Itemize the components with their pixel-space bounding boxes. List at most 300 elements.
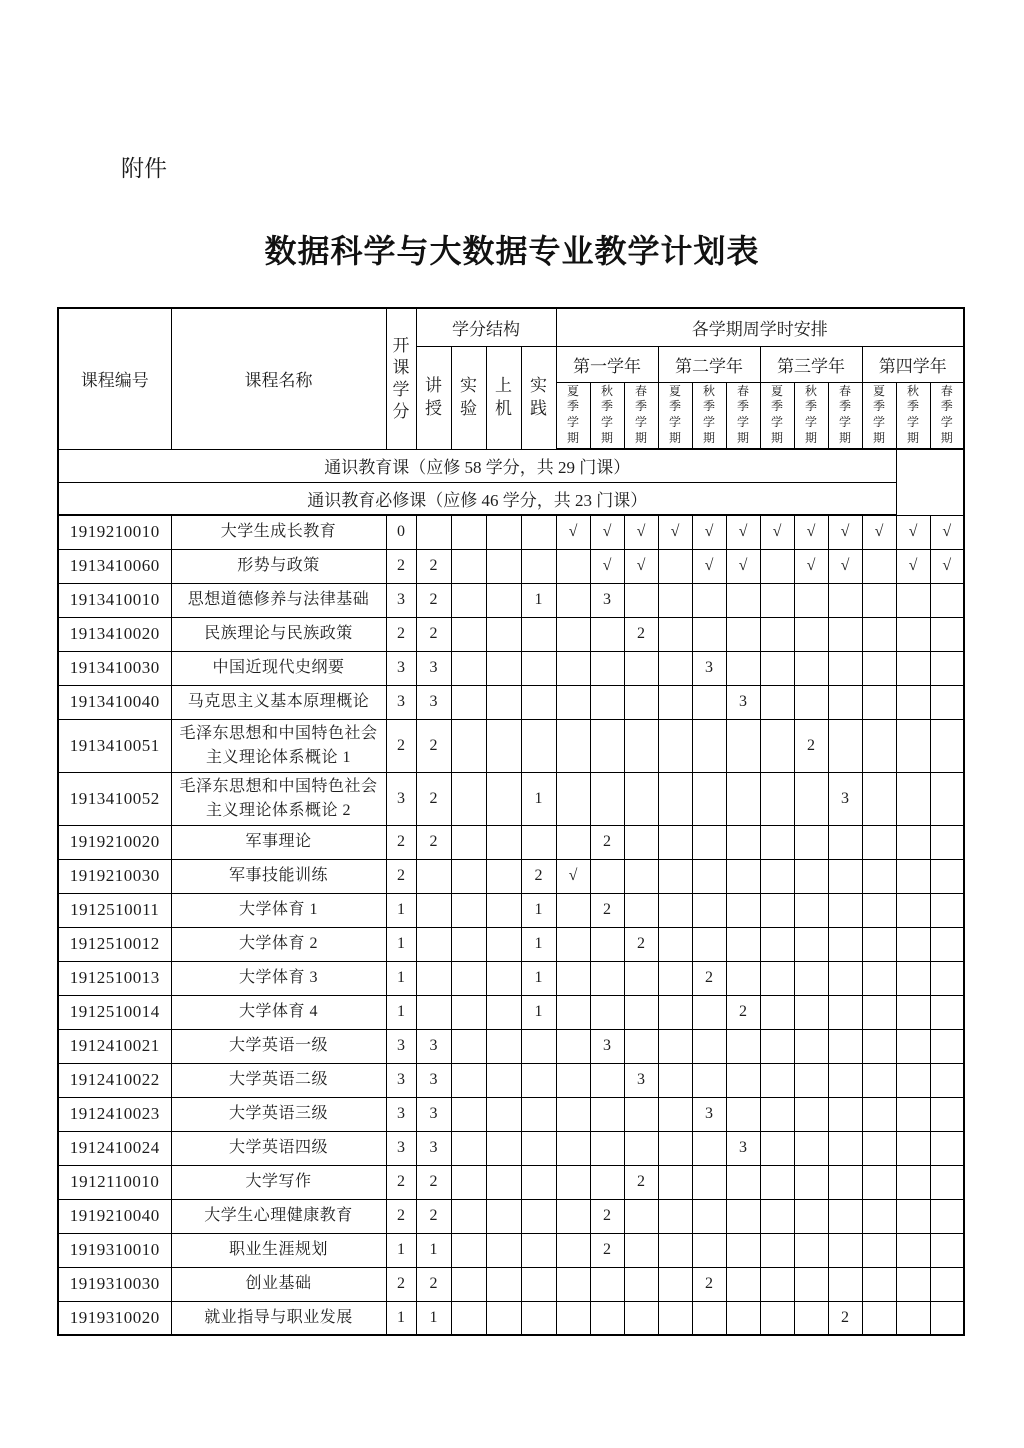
cell-semester-1 — [556, 719, 590, 772]
cell-course-name: 大学英语一级 — [171, 1029, 386, 1063]
cell-semester-2 — [590, 1063, 624, 1097]
cell-semester-9 — [828, 1267, 862, 1301]
cell-semester-10 — [862, 651, 896, 685]
cell-semester-5 — [692, 927, 726, 961]
cell-semester-10 — [862, 1165, 896, 1199]
cell-semester-3 — [624, 772, 658, 825]
cell-semester-3 — [624, 1029, 658, 1063]
header-y3-autumn: 秋季学期 — [794, 382, 828, 449]
cell-semester-6 — [726, 1063, 760, 1097]
cell-semester-11 — [896, 1029, 930, 1063]
course-row — [58, 961, 964, 995]
cell-semester-3: √ — [624, 515, 658, 549]
cell-semester-11 — [896, 772, 930, 825]
section-row — [58, 449, 964, 482]
course-row — [58, 583, 964, 617]
cell-semester-1 — [556, 1233, 590, 1267]
cell-lecture: 2 — [416, 772, 451, 825]
course-row — [58, 617, 964, 651]
cell-semester-2 — [590, 1301, 624, 1335]
cell-practice — [521, 1267, 556, 1301]
section-label: 通识教育必修课（应修 46 学分，共 23 门课） — [58, 482, 896, 515]
course-row — [58, 772, 964, 825]
cell-semester-8 — [794, 617, 828, 651]
cell-semester-5 — [692, 617, 726, 651]
cell-semester-11 — [896, 995, 930, 1029]
course-row — [58, 1233, 964, 1267]
cell-semester-5 — [692, 772, 726, 825]
cell-semester-6 — [726, 1267, 760, 1301]
cell-course-name: 中国近现代史纲要 — [171, 651, 386, 685]
cell-semester-3: 2 — [624, 927, 658, 961]
cell-semester-3 — [624, 1199, 658, 1233]
cell-semester-11 — [896, 927, 930, 961]
cell-semester-5 — [692, 859, 726, 893]
cell-semester-7 — [760, 1233, 794, 1267]
cell-experiment — [451, 1165, 486, 1199]
cell-lecture: 3 — [416, 1097, 451, 1131]
cell-computer — [486, 549, 521, 583]
cell-semester-10 — [862, 1063, 896, 1097]
cell-semester-10 — [862, 1301, 896, 1335]
cell-credits: 2 — [386, 719, 416, 772]
cell-semester-6 — [726, 961, 760, 995]
cell-lecture: 2 — [416, 825, 451, 859]
cell-semester-12: √ — [930, 515, 964, 549]
cell-semester-1 — [556, 825, 590, 859]
course-row — [58, 1165, 964, 1199]
cell-semester-6 — [726, 772, 760, 825]
cell-semester-12 — [930, 893, 964, 927]
cell-semester-5 — [692, 685, 726, 719]
header-course-name: 课程名称 — [171, 308, 386, 449]
cell-semester-8 — [794, 1199, 828, 1233]
teaching-plan-table — [57, 307, 965, 1336]
cell-semester-9 — [828, 893, 862, 927]
cell-semester-6: √ — [726, 515, 760, 549]
cell-semester-6 — [726, 1165, 760, 1199]
cell-semester-1 — [556, 1131, 590, 1165]
cell-semester-1 — [556, 651, 590, 685]
cell-semester-3 — [624, 859, 658, 893]
cell-semester-7 — [760, 617, 794, 651]
cell-semester-9 — [828, 1199, 862, 1233]
cell-semester-11 — [896, 859, 930, 893]
course-row — [58, 825, 964, 859]
cell-semester-7 — [760, 1199, 794, 1233]
header-computer: 上机 — [486, 346, 521, 449]
cell-semester-9 — [828, 685, 862, 719]
cell-semester-7 — [760, 1063, 794, 1097]
cell-lecture: 2 — [416, 1165, 451, 1199]
cell-semester-12 — [930, 719, 964, 772]
cell-semester-9 — [828, 1097, 862, 1131]
cell-semester-1 — [556, 1267, 590, 1301]
cell-semester-3 — [624, 1301, 658, 1335]
cell-practice — [521, 1063, 556, 1097]
cell-course-id: 1913410052 — [58, 772, 171, 825]
cell-semester-12 — [930, 685, 964, 719]
cell-course-id: 1919310030 — [58, 1267, 171, 1301]
cell-semester-7 — [760, 1301, 794, 1335]
course-row — [58, 1029, 964, 1063]
cell-semester-12 — [930, 927, 964, 961]
header-y3-spring: 春季学期 — [828, 382, 862, 449]
header-experiment: 实验 — [451, 346, 486, 449]
cell-semester-3 — [624, 1131, 658, 1165]
cell-lecture — [416, 927, 451, 961]
cell-semester-5 — [692, 1301, 726, 1335]
cell-practice — [521, 1301, 556, 1335]
cell-lecture: 1 — [416, 1233, 451, 1267]
cell-computer — [486, 651, 521, 685]
header-practice: 实践 — [521, 346, 556, 449]
cell-computer — [486, 927, 521, 961]
cell-computer — [486, 961, 521, 995]
course-row — [58, 719, 964, 772]
cell-computer — [486, 772, 521, 825]
cell-semester-5 — [692, 995, 726, 1029]
cell-semester-1 — [556, 685, 590, 719]
cell-semester-12 — [930, 1131, 964, 1165]
cell-course-id: 1919210030 — [58, 859, 171, 893]
cell-practice: 2 — [521, 859, 556, 893]
cell-semester-9 — [828, 1063, 862, 1097]
cell-semester-12 — [930, 1029, 964, 1063]
cell-lecture: 3 — [416, 1029, 451, 1063]
cell-semester-12 — [930, 651, 964, 685]
cell-semester-1 — [556, 995, 590, 1029]
cell-semester-2: 2 — [590, 1199, 624, 1233]
cell-semester-2: 2 — [590, 825, 624, 859]
cell-semester-10 — [862, 685, 896, 719]
cell-course-name: 大学体育 4 — [171, 995, 386, 1029]
cell-semester-11 — [896, 1131, 930, 1165]
cell-semester-6: 2 — [726, 995, 760, 1029]
cell-semester-6 — [726, 1199, 760, 1233]
cell-semester-5 — [692, 1233, 726, 1267]
cell-course-name: 形势与政策 — [171, 549, 386, 583]
cell-course-id: 1912510014 — [58, 995, 171, 1029]
cell-course-id: 1919310020 — [58, 1301, 171, 1335]
cell-semester-8 — [794, 1267, 828, 1301]
cell-semester-12 — [930, 961, 964, 995]
cell-semester-7 — [760, 1267, 794, 1301]
cell-lecture: 2 — [416, 583, 451, 617]
cell-semester-6 — [726, 1029, 760, 1063]
cell-semester-2 — [590, 617, 624, 651]
cell-credits: 1 — [386, 893, 416, 927]
cell-semester-4 — [658, 893, 692, 927]
cell-semester-3 — [624, 583, 658, 617]
cell-semester-10 — [862, 927, 896, 961]
cell-semester-10 — [862, 583, 896, 617]
cell-course-name: 职业生涯规划 — [171, 1233, 386, 1267]
cell-semester-8 — [794, 1233, 828, 1267]
cell-course-name: 军事技能训练 — [171, 859, 386, 893]
header-y1-spring: 春季学期 — [624, 382, 658, 449]
cell-semester-2 — [590, 961, 624, 995]
cell-semester-5 — [692, 1131, 726, 1165]
cell-semester-11 — [896, 1097, 930, 1131]
cell-course-id: 1913410010 — [58, 583, 171, 617]
cell-credits: 1 — [386, 927, 416, 961]
cell-semester-7 — [760, 1131, 794, 1165]
cell-semester-3: 2 — [624, 1165, 658, 1199]
cell-computer — [486, 825, 521, 859]
cell-semester-9 — [828, 1029, 862, 1063]
cell-semester-6 — [726, 651, 760, 685]
cell-lecture — [416, 893, 451, 927]
cell-semester-6 — [726, 1097, 760, 1131]
cell-semester-8 — [794, 1097, 828, 1131]
header-year-4: 第四学年 — [862, 346, 964, 382]
cell-course-id: 1912410021 — [58, 1029, 171, 1063]
cell-credits: 3 — [386, 1097, 416, 1131]
cell-experiment — [451, 617, 486, 651]
cell-semester-6 — [726, 1301, 760, 1335]
course-row — [58, 995, 964, 1029]
cell-semester-11 — [896, 651, 930, 685]
cell-experiment — [451, 859, 486, 893]
cell-semester-10: √ — [862, 515, 896, 549]
cell-semester-8: √ — [794, 549, 828, 583]
cell-course-name: 就业指导与职业发展 — [171, 1301, 386, 1335]
cell-credits: 3 — [386, 583, 416, 617]
cell-semester-5: √ — [692, 515, 726, 549]
cell-semester-7 — [760, 893, 794, 927]
cell-experiment — [451, 1233, 486, 1267]
cell-experiment — [451, 651, 486, 685]
header-year-2: 第二学年 — [658, 346, 760, 382]
cell-semester-2 — [590, 772, 624, 825]
header-y2-summer: 夏季学期 — [658, 382, 692, 449]
course-row — [58, 859, 964, 893]
cell-practice — [521, 1199, 556, 1233]
cell-experiment — [451, 772, 486, 825]
cell-credits: 3 — [386, 772, 416, 825]
cell-semester-12 — [930, 995, 964, 1029]
cell-lecture: 3 — [416, 685, 451, 719]
cell-semester-9 — [828, 927, 862, 961]
cell-computer — [486, 893, 521, 927]
cell-semester-9 — [828, 961, 862, 995]
cell-semester-7 — [760, 927, 794, 961]
course-row — [58, 927, 964, 961]
cell-semester-8 — [794, 927, 828, 961]
cell-semester-3: 3 — [624, 1063, 658, 1097]
cell-semester-3 — [624, 1233, 658, 1267]
cell-semester-3 — [624, 719, 658, 772]
cell-credits: 2 — [386, 1267, 416, 1301]
cell-credits: 2 — [386, 549, 416, 583]
cell-semester-4 — [658, 617, 692, 651]
cell-experiment — [451, 961, 486, 995]
cell-semester-5 — [692, 1199, 726, 1233]
cell-course-id: 1913410051 — [58, 719, 171, 772]
course-row — [58, 1131, 964, 1165]
cell-semester-6 — [726, 719, 760, 772]
cell-semester-3 — [624, 651, 658, 685]
cell-credits: 2 — [386, 859, 416, 893]
header-semester-arrangement: 各学期周学时安排 — [556, 308, 964, 346]
cell-semester-12 — [930, 859, 964, 893]
cell-credits: 3 — [386, 651, 416, 685]
cell-semester-6: 3 — [726, 1131, 760, 1165]
cell-semester-10 — [862, 1267, 896, 1301]
cell-semester-8 — [794, 859, 828, 893]
cell-experiment — [451, 515, 486, 549]
cell-semester-9 — [828, 1165, 862, 1199]
course-row — [58, 549, 964, 583]
cell-course-id: 1913410060 — [58, 549, 171, 583]
cell-semester-2: 2 — [590, 1233, 624, 1267]
cell-semester-12: √ — [930, 549, 964, 583]
header-year-3: 第三学年 — [760, 346, 862, 382]
cell-course-name: 大学写作 — [171, 1165, 386, 1199]
cell-semester-7: √ — [760, 515, 794, 549]
cell-semester-1 — [556, 583, 590, 617]
cell-semester-9 — [828, 1233, 862, 1267]
cell-semester-8 — [794, 1131, 828, 1165]
cell-semester-9: √ — [828, 515, 862, 549]
cell-semester-7 — [760, 772, 794, 825]
cell-semester-6: 3 — [726, 685, 760, 719]
cell-semester-8 — [794, 1029, 828, 1063]
cell-semester-2 — [590, 859, 624, 893]
cell-lecture — [416, 515, 451, 549]
cell-course-id: 1912510011 — [58, 893, 171, 927]
cell-experiment — [451, 1063, 486, 1097]
cell-course-name: 大学体育 2 — [171, 927, 386, 961]
cell-semester-7 — [760, 1029, 794, 1063]
cell-semester-7 — [760, 549, 794, 583]
cell-semester-12 — [930, 1233, 964, 1267]
cell-semester-9 — [828, 825, 862, 859]
cell-semester-4 — [658, 583, 692, 617]
cell-practice — [521, 825, 556, 859]
cell-semester-2 — [590, 1131, 624, 1165]
cell-semester-9 — [828, 617, 862, 651]
cell-semester-5: 2 — [692, 1267, 726, 1301]
cell-practice: 1 — [521, 961, 556, 995]
cell-semester-12 — [930, 1199, 964, 1233]
cell-semester-4 — [658, 961, 692, 995]
cell-experiment — [451, 1029, 486, 1063]
cell-semester-10 — [862, 995, 896, 1029]
cell-computer — [486, 859, 521, 893]
cell-computer — [486, 1063, 521, 1097]
cell-semester-1 — [556, 927, 590, 961]
cell-credits: 1 — [386, 1233, 416, 1267]
cell-semester-12 — [930, 583, 964, 617]
cell-semester-7 — [760, 859, 794, 893]
cell-semester-11 — [896, 1301, 930, 1335]
cell-practice: 1 — [521, 995, 556, 1029]
header-y1-summer: 夏季学期 — [556, 382, 590, 449]
cell-semester-1 — [556, 1097, 590, 1131]
header-y4-autumn: 秋季学期 — [896, 382, 930, 449]
course-row — [58, 685, 964, 719]
cell-credits: 3 — [386, 685, 416, 719]
cell-practice — [521, 1097, 556, 1131]
course-row — [58, 515, 964, 549]
cell-practice — [521, 719, 556, 772]
cell-lecture — [416, 995, 451, 1029]
cell-practice: 1 — [521, 772, 556, 825]
cell-semester-12 — [930, 1267, 964, 1301]
cell-semester-11 — [896, 1233, 930, 1267]
cell-semester-1 — [556, 549, 590, 583]
cell-computer — [486, 1097, 521, 1131]
cell-lecture: 1 — [416, 1301, 451, 1335]
header-y2-spring: 春季学期 — [726, 382, 760, 449]
cell-semester-6 — [726, 825, 760, 859]
cell-lecture: 3 — [416, 1063, 451, 1097]
cell-computer — [486, 515, 521, 549]
cell-course-name: 民族理论与民族政策 — [171, 617, 386, 651]
cell-course-id: 1919210020 — [58, 825, 171, 859]
cell-experiment — [451, 1097, 486, 1131]
cell-course-name: 毛泽东思想和中国特色社会主义理论体系概论 2 — [171, 772, 386, 825]
cell-semester-8 — [794, 651, 828, 685]
course-row — [58, 1301, 964, 1335]
cell-semester-5: 3 — [692, 651, 726, 685]
cell-computer — [486, 583, 521, 617]
cell-semester-4 — [658, 1301, 692, 1335]
cell-semester-3 — [624, 893, 658, 927]
cell-semester-11 — [896, 1063, 930, 1097]
cell-semester-1 — [556, 961, 590, 995]
cell-semester-5 — [692, 1029, 726, 1063]
course-row — [58, 651, 964, 685]
cell-semester-10 — [862, 893, 896, 927]
cell-course-id: 1913410040 — [58, 685, 171, 719]
cell-semester-2: 2 — [590, 893, 624, 927]
cell-semester-5 — [692, 719, 726, 772]
cell-semester-10 — [862, 825, 896, 859]
cell-semester-3 — [624, 1097, 658, 1131]
course-row — [58, 1063, 964, 1097]
cell-semester-5: 2 — [692, 961, 726, 995]
cell-semester-7 — [760, 995, 794, 1029]
cell-semester-1: √ — [556, 515, 590, 549]
header-row-1 — [58, 308, 964, 346]
cell-semester-9 — [828, 651, 862, 685]
cell-semester-5 — [692, 825, 726, 859]
cell-lecture: 2 — [416, 549, 451, 583]
attachment-label: 附件 — [121, 155, 167, 181]
cell-practice — [521, 1165, 556, 1199]
cell-semester-8 — [794, 1063, 828, 1097]
cell-semester-11 — [896, 719, 930, 772]
cell-course-id: 1919210040 — [58, 1199, 171, 1233]
cell-computer — [486, 1165, 521, 1199]
cell-lecture: 2 — [416, 1267, 451, 1301]
cell-lecture — [416, 859, 451, 893]
cell-semester-9: 3 — [828, 772, 862, 825]
cell-semester-2: 3 — [590, 583, 624, 617]
cell-semester-8: √ — [794, 515, 828, 549]
cell-semester-1 — [556, 772, 590, 825]
cell-course-name: 马克思主义基本原理概论 — [171, 685, 386, 719]
cell-semester-1 — [556, 1199, 590, 1233]
cell-semester-2 — [590, 1267, 624, 1301]
cell-course-name: 创业基础 — [171, 1267, 386, 1301]
cell-semester-7 — [760, 1165, 794, 1199]
cell-semester-8 — [794, 893, 828, 927]
cell-semester-7 — [760, 583, 794, 617]
